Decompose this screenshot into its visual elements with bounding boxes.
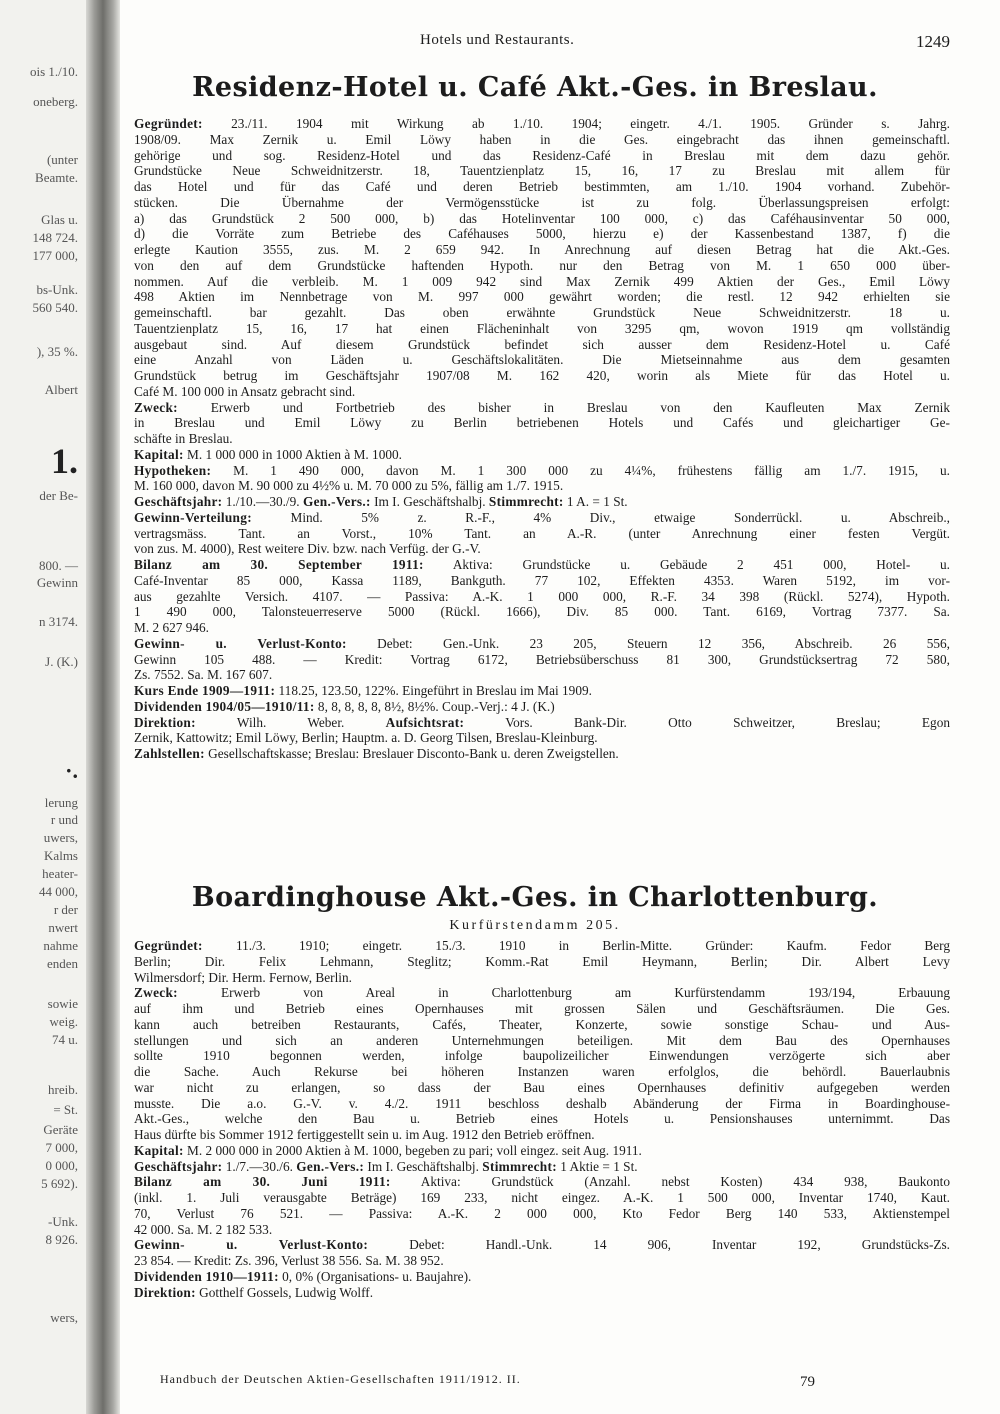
text-line [134, 148, 950, 164]
field-label: Stimmrecht: [488, 494, 564, 509]
text-line [134, 1190, 950, 1206]
field-text: Tauentzienplatz 15, 16, 17 hat einen Flächeninhalt von 3295 qm, wovon 1919 qm vollständig [134, 320, 950, 336]
field-label: Hypotheken: [134, 462, 212, 478]
text-line [134, 1222, 950, 1238]
field-label: Aufsichtsrat: [385, 714, 465, 730]
text-line [134, 1127, 950, 1143]
field-text: 1 Aktie = 1 St. [556, 1158, 638, 1174]
field-text: Wilh. Weber. [195, 714, 386, 730]
margin-fragment: nwert [48, 920, 78, 935]
field-text: Zs. 7552. Sa. M. 167 607. [134, 667, 273, 683]
margin-fragment: 44 000, [39, 884, 78, 899]
margin-fragment: Kalms [44, 848, 78, 863]
field-text: von den auf dem Grundstücke haftenden Hypoth. nur den Betrag von M. 1 650 000 über- [134, 257, 950, 273]
text-line [134, 321, 950, 337]
field-text: Gotthelf Gossels, Ludwig Wolff. [195, 1284, 374, 1300]
text-line [134, 1096, 950, 1112]
margin-fragment: r der [53, 902, 78, 917]
field-text: Im I. Geschäftshalbj. [370, 494, 489, 509]
margin-fragment: Glas u. [41, 212, 78, 227]
field-text: 1./10.—30./9. [222, 494, 303, 509]
margin-fragment: (unter [46, 152, 78, 167]
field-text: erlegte Kaution 3555, zus. M. 2 659 942. In Anrechnung auf diesen Betrag hat die Akt.-Ges. [134, 242, 950, 257]
field-text: M. 1 490 000, davon M. 1 300 000 zu 4¼%, frühestens fällig am 1./7. 1915, u. [211, 462, 950, 478]
text-line [134, 274, 950, 290]
field-label: Zweck: [134, 985, 178, 1001]
text-line [134, 1033, 950, 1049]
field-text: M. 2 627 946. [134, 620, 209, 635]
field-text: 23 854. — Kredit: Zs. 396, Verlust 38 556. Sa. M. 38 952. [134, 1253, 444, 1268]
margin-fragment: hreib. [48, 1082, 78, 1097]
margin-fragment: Geräte [43, 1122, 78, 1137]
margin-fragment: enden [46, 956, 78, 971]
field-text: schäfte in Breslau. [134, 431, 233, 446]
field-label: Gegründet: [134, 116, 203, 131]
text-line [134, 652, 950, 668]
text-line [134, 1064, 950, 1080]
field-text: Wilmersdorf; Dir. Herm. Fernow, Berlin. [134, 969, 352, 985]
margin-fragment: wers, [50, 1310, 78, 1325]
margin-fragment: 177 000, [32, 248, 78, 263]
text-line [134, 226, 950, 242]
text-line [134, 242, 950, 258]
margin-fragment: oneberg. [33, 94, 78, 109]
margin-fragment: 7 000, [45, 1140, 78, 1155]
field-text: Vors. Bank-Dir. Otto Schweitzer, Breslau; Egon [464, 714, 950, 730]
text-line [134, 667, 950, 683]
text-line [134, 1174, 950, 1190]
field-text: 1908/09. Max Zernik u. Emil Löwy haben in die Ges. eingebracht das ihnen gemeinschaftl. [134, 131, 950, 147]
text-line [134, 730, 950, 746]
field-text: nommen. Auf die verbleib. M. 1 009 942 sind Max Zernik 499 Aktien der Ges., Emil Löwy [134, 273, 950, 289]
text-line [134, 1143, 950, 1159]
text-line [134, 1206, 950, 1222]
margin-fragment: 1. [51, 441, 78, 481]
field-label: Kapital: [134, 1142, 184, 1158]
text-line [134, 494, 950, 510]
field-text: Akt.-Ges., welche den Bau u. Betrieb eines Hotels u. Pensionshauses unternimmt. Das [134, 1111, 950, 1127]
text-line [134, 415, 950, 431]
field-text: ausgebaut sind. Auf diesem Grundstück befindet sich ausser dem Residenz-Hotel u. Café [134, 336, 950, 352]
margin-fragment: sowie [47, 996, 78, 1011]
field-label: Gewinn- u. Verlust-Konto: [134, 1237, 369, 1253]
text-line [134, 1159, 950, 1175]
text-line [134, 478, 950, 494]
field-text: 70, Verlust 76 521. — Passiva: A.-K. 2 000 000, Kto Fedor Berg 140 533, Aktienstempel [134, 1205, 950, 1221]
field-text: 118.25, 123.50, 122%. Eingeführt in Breslau im Mai 1909. [275, 683, 592, 698]
margin-fragment: lerung [44, 795, 78, 810]
margin-fragment: ), 35 %. [36, 344, 78, 359]
field-text: auf ihm und Betrieb eines Opernhauses mit grossen Sälen und Geschäftsräumen. Die Ges. [134, 1001, 950, 1016]
text-line [134, 431, 950, 447]
field-text: 42 000. Sa. M. 2 182 533. [134, 1221, 273, 1237]
text-line [134, 970, 950, 986]
text-line [134, 337, 950, 353]
text-line [134, 163, 950, 179]
field-label: Gen.-Vers.: [302, 494, 371, 509]
adjacent-page-margin [0, 0, 86, 1414]
field-text: Gesellschaftskasse; Breslau: Breslauer Disconto-Bank u. deren Zweigstellen. [204, 746, 619, 761]
margin-fragment: Albert [44, 382, 78, 397]
field-text: Gewinn 105 488. — Kredit: Vortrag 6172, Betriebsüberschuss 81 300, Grundstücksertrag 72 580, [134, 651, 950, 667]
text-line [134, 447, 950, 463]
field-text: 1 A. = 1 St. [563, 494, 628, 509]
field-text: Im I. Geschäftshalbj. [364, 1158, 483, 1174]
field-text: kann auch betreiben Restaurants, Cafés, Theater, Konzerte, sowie sonstige Schau- und Aus- [134, 1016, 950, 1032]
field-text: war nicht zu erlangen, so dass der Bau eines Opernhauses definitiv aufgegeben werden [134, 1079, 950, 1095]
field-text: d) die Vorräte zum Betriebe des Caféhauses 5000, hierzu e) der Kassenbestand 1387, f) die [134, 226, 950, 242]
text-line [134, 683, 950, 699]
field-text: 23./11. 1904 mit Wirkung ab 1./10. 1904; eingetr. 4./1. 1905. Gründer s. Jahrg. [202, 116, 950, 131]
field-text: Grundstücke Neue Schweidnitzerstr. 18, Tauentzienplatz 15, 16, 17 zu Breslau mit allem für [134, 163, 950, 179]
field-label: Zahlstellen: [134, 746, 205, 761]
field-text: 8, 8, 8, 8, 8, 8½, 8½%. Coup.-Verj.: 4 J. (K.) [314, 698, 555, 714]
field-text: die Sache. Auch Rekurse bei höheren Instanzen waren erfolglos, die behördl. Bauerlaubnis [134, 1064, 950, 1079]
field-label: Bilanz am 30. September 1911: [134, 557, 424, 572]
margin-fragment: 74 u. [52, 1032, 78, 1047]
field-text: von zus. M. 4000), Rest weitere Div. bzw. nach Verfüg. der G.-V. [134, 541, 481, 557]
field-label: Direktion: [134, 714, 196, 730]
printer-signature: 79 [800, 1374, 815, 1390]
entry-body-residenz-hotel [134, 116, 950, 762]
field-label: Geschäftsjahr: [134, 494, 223, 509]
margin-fragment: uwers, [43, 830, 78, 845]
running-header [120, 32, 950, 56]
field-label: Stimmrecht: [482, 1158, 557, 1174]
text-line [134, 746, 950, 762]
field-label: Kurs Ende 1909—1911: [134, 683, 276, 698]
field-text: M. 2 000 000 in 2000 Aktien à M. 1000, begeben zu pari; voll eingez. seit Aug. 1911. [183, 1142, 642, 1158]
text-line [134, 1080, 950, 1096]
text-line [134, 636, 950, 652]
field-text: M. 160 000, davon M. 90 000 zu 4½% u. M. 70 000 zu 5%, fällig am 1./7. 1915. [134, 478, 564, 494]
field-text: sollte 1910 begonnen werden, infolge baupolizeilicher Einwendungen verzögerte sich aber [134, 1048, 950, 1064]
book-gutter [86, 0, 120, 1414]
field-label: Dividenden 1910—1911: [134, 1268, 279, 1284]
margin-fragment: 560 540. [32, 300, 78, 315]
text-line [134, 1001, 950, 1017]
field-text: 1 490 000, Talonsteuerreserve 5000 (Rückl. 1666), Div. 85 000. Tant. 6169, Vortrag 7377. Sa. [134, 604, 950, 620]
field-text: Café-Inventar 85 000, Kassa 1189, Bankguth. 77 102, Effekten 4353. Waren 5192, im vor- [134, 572, 950, 588]
margin-fragment: 8 926. [45, 1232, 78, 1247]
margin-fragment: J. (K.) [45, 654, 78, 669]
text-line [134, 195, 950, 211]
text-line [134, 368, 950, 384]
field-text: gemeinschaftl. bar gezahlt. Das oben erwähnte Grundstück Neue Schweidnitzerstr. 18 u. [134, 305, 950, 320]
field-text: vertragsmäss. Tant. an Vorst., 10% Tant. an A.-R. (unter Anrechnung einer festen Vergüt. [134, 525, 950, 541]
field-text: Aktiva: Grundstück (Anzahl. nebst Kosten) 434 938, Baukonto [390, 1174, 950, 1190]
field-text: das Hotel und für das Café und deren Betrieb bestimmten, am 1./10. 1904 vorhand. Zubehör- [134, 179, 950, 194]
text-line [134, 400, 950, 416]
field-text: eine Anzahl von Läden u. Geschäftslokalitäten. Die Mietseinnahme aus dem gesamten [134, 352, 950, 368]
text-line [134, 352, 950, 368]
text-line [134, 211, 950, 227]
running-head-title: Hotels und Restaurants. [420, 32, 575, 48]
text-line [134, 715, 950, 731]
margin-fragment: -Unk. [48, 1214, 78, 1229]
page-footer: Handbuch der Deutschen Aktien-Gesellschaften 1911/1912. II. [160, 1372, 521, 1386]
field-text: 498 Aktien im Nennbetrage von M. 997 000 gewährt worden; die restl. 12 942 erhielten sie [134, 289, 950, 305]
text-line [134, 1269, 950, 1285]
page-number: 1249 [916, 32, 950, 51]
text-line [134, 132, 950, 148]
field-label: Geschäftsjahr: [134, 1158, 223, 1174]
field-text: 11./3. 1910; eingetr. 15./3. 1910 in Berlin-Mitte. Gründer: Kaufm. Fedor Berg [202, 938, 950, 953]
field-text: (inkl. 1. Juli verausgabte Beträge) 169 233, nicht eingez. A.-K. 1 500 000, Inventar 1740, Kaut. [134, 1190, 950, 1205]
margin-fragment: ·. [65, 758, 78, 783]
margin-fragment: 148 724. [32, 230, 78, 245]
text-line [134, 289, 950, 305]
field-text: in Breslau und Emil Löwy zu Berlin betriebenen Hotels und Cafés und gleichartiger Ge- [134, 415, 950, 431]
field-text: Debet: Gen.-Unk. 23 205, Steuern 12 356, Abschreib. 26 556, [346, 635, 950, 651]
text-line [134, 1111, 950, 1127]
margin-fragment: 5 692). [41, 1176, 78, 1191]
margin-fragment: nahme [43, 938, 78, 953]
field-label: Gewinn- u. Verlust-Konto: [134, 635, 347, 651]
field-text: Café M. 100 000 in Ansatz gebracht sind. [134, 383, 356, 399]
text-line [134, 384, 950, 400]
entry-title-residenz-hotel: Residenz-Hotel u. Café Akt.-Ges. in Breslau. [192, 72, 878, 103]
field-label: Kapital: [134, 446, 184, 462]
margin-fragment: bs-Unk. [36, 282, 78, 297]
field-text: Zernik, Kattowitz; Emil Löwy, Berlin; Hauptm. a. D. Georg Tilsen, Breslau-Kleinburg. [134, 730, 598, 746]
text-line [134, 1237, 950, 1253]
margin-fragment: n 3174. [39, 614, 78, 629]
text-line [134, 1253, 950, 1269]
text-line [134, 305, 950, 321]
text-line [134, 985, 950, 1001]
margin-fragment: 800. — [39, 558, 78, 573]
field-text: stücken. Die Übernahme der Vermögensstücke ist zu folg. Überlassungspreisen erfolgt: [134, 194, 950, 210]
field-text: 0, 0% (Organisations- u. Baujahre). [278, 1268, 472, 1284]
text-line [134, 573, 950, 589]
text-line [134, 938, 950, 954]
field-text: gehörige und sog. Residenz-Hotel und das Residenz-Café in Breslau mit dem dazu gehör. [134, 147, 950, 163]
margin-fragment: Gewinn [36, 575, 78, 590]
field-text: musste. Die a.o. G.-V. v. 4./2. 1911 beschloss deshalb Abänderung der Firma in Boardinghouse- [134, 1095, 950, 1111]
text-line [134, 258, 950, 274]
text-line [134, 604, 950, 620]
margin-fragment: r und [50, 812, 78, 827]
book-page [120, 0, 990, 1414]
field-label: Gewinn-Verteilung: [134, 509, 252, 525]
field-label: Gegründet: [134, 938, 203, 953]
text-line [134, 526, 950, 542]
text-line [134, 620, 950, 636]
margin-fragment: 0 000, [45, 1158, 78, 1173]
field-text: Debet: Handl.-Unk. 14 906, Inventar 192, Grundstücks-Zs. [368, 1237, 950, 1253]
field-text: M. 1 000 000 in 1000 Aktien à M. 1000. [183, 446, 402, 462]
text-line [134, 1285, 950, 1301]
field-label: Dividenden 1904/05—1910/11: [134, 698, 315, 714]
field-text: Haus dürfte bis Sommer 1912 fertiggestellt sein u. im Aug. 1912 den Betrieb eröffnen. [134, 1127, 595, 1142]
entry-title-boardinghouse: Boardinghouse Akt.-Ges. in Charlottenburg. [191, 882, 879, 913]
field-text: Mind. 5% z. R.-F., 4% Div., etwaige Sonderrückl. u. Abschreib., [251, 509, 950, 525]
text-line [134, 557, 950, 573]
field-text: Aktiva: Grundstücke u. Gebäude 2 451 000, Hotel- u. [423, 557, 950, 572]
field-text: aus gezahlte Versich. 4107. — Passiva: A.-K. 1 000 000, R.-F. 34 398 (Rückl. 5274), Hypoth. [134, 588, 950, 604]
margin-fragment: der Be- [39, 488, 78, 503]
field-label: Bilanz am 30. Juni 1911: [134, 1174, 391, 1190]
text-line [134, 463, 950, 479]
margin-fragment: ois 1./10. [29, 64, 78, 79]
field-text: Erwerb und Fortbetrieb des bisher in Breslau von den Kaufleuten Max Zernik [177, 399, 950, 415]
field-label: Gen.-Vers.: [296, 1158, 365, 1174]
margin-fragment: Beamte. [35, 170, 78, 185]
field-text: 1./7.—30./6. [222, 1158, 297, 1174]
text-line [134, 179, 950, 195]
text-line [134, 116, 950, 132]
margin-fragment: weig. [49, 1014, 78, 1029]
field-text: Grundstück betrug im Geschäftsjahr 1907/08 M. 162 420, worin als Miete für das Hotel u. [134, 368, 950, 383]
field-label: Direktion: [134, 1284, 196, 1300]
text-line [134, 954, 950, 970]
text-line [134, 541, 950, 557]
entry-body-boardinghouse [134, 938, 950, 1300]
field-text: a) das Grundstück 2 500 000, b) das Hotelinventar 100 000, c) das Caféhausinventar 50 000, [134, 210, 950, 226]
text-line [134, 510, 950, 526]
margin-fragment: heater- [42, 866, 78, 881]
field-text: stellungen und sich an anderen Unternehmungen beteiligen. Mit dem Bau des Opernhauses [134, 1032, 950, 1048]
field-label: Zweck: [134, 399, 178, 415]
text-line [134, 1017, 950, 1033]
entry-subtitle-address: Kurfürstendamm 205. [449, 918, 621, 933]
field-text: Berlin; Dir. Felix Lehmann, Steglitz; Komm.-Rat Emil Heymann, Berlin; Dir. Albert Levy [134, 953, 950, 969]
text-line [134, 699, 950, 715]
text-line [134, 589, 950, 605]
text-line [134, 1048, 950, 1064]
field-text: Erwerb von Areal in Charlottenburg am Kurfürstendamm 193/194, Erbauung [177, 985, 950, 1001]
margin-fragment: = St. [53, 1102, 78, 1117]
